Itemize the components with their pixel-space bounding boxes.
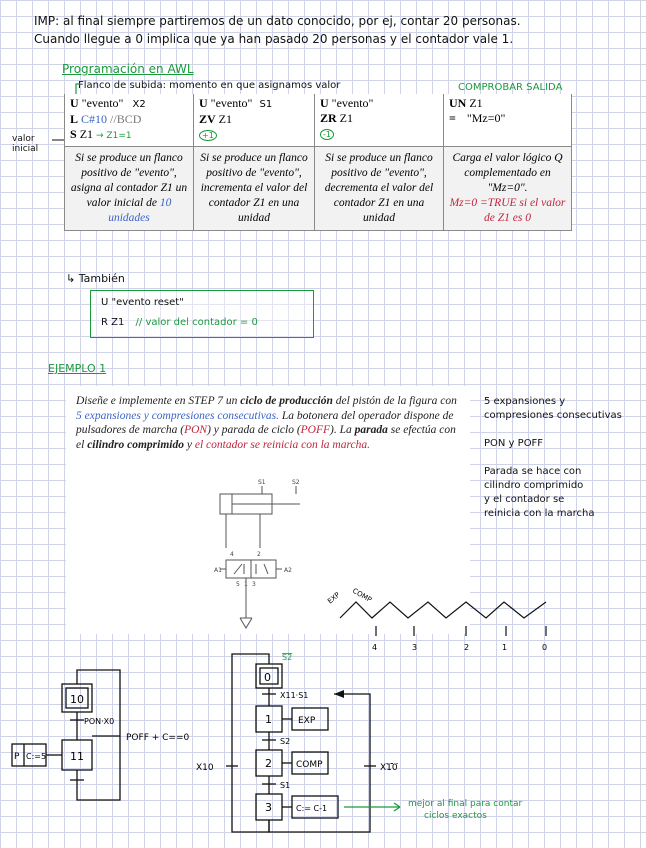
awl-col-3: U "evento" ZR Z1 -1 (315, 94, 444, 147)
zigzag-wave (340, 602, 546, 618)
step-2-label: 2 (265, 757, 272, 770)
trans-s2-label: S2 (280, 737, 291, 746)
awl-desc-3: Si se produce un flanco positivo de "evento", decrementa el valor del contador Z1 en una unidad (315, 147, 444, 231)
side-note-1a: 5 expansiones y (484, 396, 566, 407)
side-note-3b: cilindro comprimido (484, 480, 584, 491)
fig-port-1: 1 (244, 581, 248, 588)
grafcet-left (12, 670, 120, 800)
example-text: Diseñe e implemente en STEP 7 un ciclo de producción del pistón de la figura con 5 expansiones y compresiones consecutivas. La botonera del operador dispone de pulsadores de marcha (PON) y parada de ciclo (POFF). La parada se efectúa con el cilindro comprimido y el contador se reinicia con la marcha. (76, 395, 457, 451)
side-note-3c: y el contador se (484, 494, 565, 505)
air-lines (226, 514, 260, 548)
step-11-label: 11 (70, 750, 84, 763)
grafcet-note-2: ciclos exactos (424, 811, 487, 821)
awl-desc-4: Carga el valor lógico Q complementado en "Mz=0". Mz=0 =TRUE si el valor de Z1 es 0 (444, 147, 572, 231)
wave-count-1: 1 (502, 643, 508, 652)
tambien-label: ↳ También (66, 272, 125, 285)
grafcet-note-1: mejor al final para contar (408, 799, 523, 809)
awl-desc-2: Si se produce un flanco positivo de "evento", incrementa el valor del contador Z1 en una unidad (194, 147, 315, 231)
awl-title: Programación en AWL (62, 62, 194, 76)
wave-count-2: 2 (464, 643, 470, 652)
tambien-line-1: U "evento reset" (101, 297, 184, 308)
loop-arrowhead (334, 690, 344, 698)
trans-s1-label: S1 (280, 781, 291, 790)
fig-a1: A1 (214, 567, 222, 574)
step-1-label: 1 (265, 713, 272, 726)
fig-port-2: 2 (257, 551, 261, 558)
wave-ticks (376, 626, 546, 636)
awl-col-2: U "evento" S1 ZV Z1 +1 (194, 94, 315, 147)
fig-port-5: 5 (236, 581, 240, 588)
trans-x11-label: X11·S1 (280, 691, 309, 700)
fig-s2: S2 (292, 479, 300, 486)
s2-over-label: S2 (282, 653, 293, 662)
trans-poff-label: POFF + C==0 (126, 733, 190, 743)
x10-left-label: X10 (196, 763, 214, 773)
supply-triangle (240, 618, 252, 628)
action-3-label: C:= C-1 (296, 804, 328, 813)
fig-port-4: 4 (230, 551, 234, 558)
wave-comp-label: COMP (351, 586, 373, 605)
wave-count-3: 3 (412, 643, 418, 652)
action-c-label: C:=5 (26, 752, 47, 761)
wave-exp-label: EXP (326, 590, 342, 606)
wave-count-4: 4 (372, 643, 378, 652)
action-2-label: COMP (296, 760, 323, 770)
awl-col-4: UN Z1 = "Mz=0" (444, 94, 572, 147)
awl-col-1: U "evento" X2 L C#10 //BCD S Z1 → Z1=1 (65, 94, 194, 147)
side-note-2: PON y POFF (484, 438, 544, 449)
trans-pon-label: PON·X0 (84, 717, 115, 726)
fig-port-3: 3 (252, 581, 256, 588)
step-10-label: 10 (70, 693, 84, 706)
action-1-label: EXP (298, 716, 316, 726)
awl-desc-1: Si se produce un flanco positivo de "evento", asigna al contador Z1 un valor inicial de 10 unidades (65, 147, 194, 231)
fig-s1: S1 (258, 479, 266, 486)
flank-arrow (76, 84, 80, 94)
header-line-2: Cuando llegue a 0 implica que ya han pasado 20 personas y el contador vale 1. (34, 32, 514, 46)
header-line-1: IMP: al final siempre partiremos de un dato conocido, por ej, contar 20 personas. (34, 14, 521, 28)
check-output-note: COMPROBAR SALIDA (458, 82, 563, 93)
action-p-label: P (14, 752, 20, 762)
initial-value-note: valor inicial (12, 134, 39, 154)
side-note-3a: Parada se hace con (484, 466, 582, 477)
step-0-label: 0 (264, 671, 271, 684)
tambien-line-2: R Z1 // valor del contador = 0 (101, 317, 258, 328)
fig-a2: A2 (284, 567, 292, 574)
step-3-label: 3 (265, 801, 272, 814)
wave-count-0: 0 (542, 643, 548, 652)
x10-right-label: X10 (380, 763, 398, 773)
example-title: EJEMPLO 1 (48, 362, 107, 375)
side-note-1b: compresiones consecutivas (484, 410, 622, 421)
flank-note: Flanco de subida: momento en que asignamos valor (78, 80, 341, 91)
side-note-3d: reinicia con la marcha (484, 508, 595, 519)
